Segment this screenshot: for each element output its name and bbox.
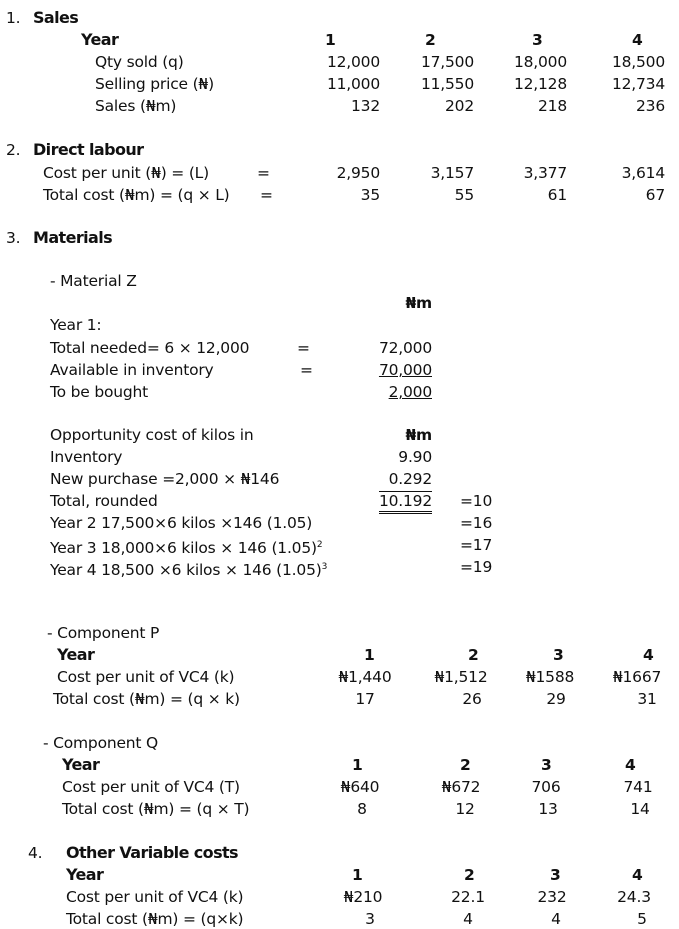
row-label: Cost per unit of VC4 (T) xyxy=(62,778,240,796)
purchase-label: New purchase =2,000 × ₦146 xyxy=(50,470,280,488)
row-label: To be bought xyxy=(50,383,149,401)
purchase-value: 0.292 xyxy=(388,470,432,488)
formula-text: Year 3 18,000×6 kilos × 146 (1.05) xyxy=(50,539,317,558)
section-number: 2. xyxy=(6,141,21,159)
section-title: Materials xyxy=(33,228,112,247)
cell: 14 xyxy=(630,800,650,818)
equals-sign: = xyxy=(300,361,313,379)
cell: 26 xyxy=(462,690,482,708)
row-label: Total cost (₦m) = (q × T) xyxy=(62,800,250,818)
cell: 18,500 xyxy=(611,53,665,71)
year-header: 3 xyxy=(532,31,543,49)
cell: 3,377 xyxy=(523,164,567,182)
cell: 22.1 xyxy=(451,888,485,906)
cell: 3,614 xyxy=(621,164,665,182)
opportunity-label: Inventory xyxy=(50,448,123,466)
equals-sign: = xyxy=(260,186,273,204)
cell: 11,000 xyxy=(326,75,380,93)
subsection-title: - Component Q xyxy=(43,734,159,752)
cell: 236 xyxy=(636,97,665,115)
cell: 202 xyxy=(445,97,474,115)
row-label: Total cost (₦m) = (q × k) xyxy=(53,690,240,708)
cell: ₦1,440 xyxy=(338,668,392,686)
cell: 17 xyxy=(355,690,375,708)
cell: 4 xyxy=(551,910,561,928)
exponent: 3 xyxy=(321,562,328,572)
cell: 61 xyxy=(547,186,567,204)
cell: 70,000 xyxy=(378,361,432,379)
year-header: 4 xyxy=(643,646,654,664)
cell: 2,950 xyxy=(336,164,380,182)
cell: 17,500 xyxy=(420,53,474,71)
row-label: Cost per unit of VC4 (k) xyxy=(57,668,235,686)
year-header: 2 xyxy=(425,31,436,49)
row-label: Available in inventory xyxy=(50,361,214,379)
year-label: Year xyxy=(81,30,119,49)
cell: 72,000 xyxy=(378,339,432,357)
year-header: 3 xyxy=(541,756,552,774)
later-year-result: =17 xyxy=(460,536,493,554)
equals-sign: = xyxy=(297,339,310,357)
later-year-label xyxy=(50,557,327,580)
opportunity-label: Opportunity cost of kilos in xyxy=(50,426,254,444)
cell: 35 xyxy=(360,186,380,204)
equals-sign: = xyxy=(257,164,270,182)
row-label: Total needed= 6 × 12,000 xyxy=(50,339,250,357)
row-label: Selling price (₦) xyxy=(95,75,214,93)
exponent: 2 xyxy=(316,540,323,550)
cell: 218 xyxy=(538,97,567,115)
year-label: Year xyxy=(62,755,100,774)
later-year-result: =19 xyxy=(460,558,493,576)
cell: 232 xyxy=(537,888,567,906)
row-label: Total cost (₦m) = (q×k) xyxy=(66,910,244,928)
cell: 4 xyxy=(463,910,473,928)
cell: 3,157 xyxy=(430,164,474,182)
section-number: 1. xyxy=(6,9,21,27)
year-label: Year 1: xyxy=(50,316,102,334)
subsection-title: - Component P xyxy=(47,624,160,642)
formula-text: Year 4 18,500 ×6 kilos × 146 (1.05) xyxy=(50,561,322,580)
cell: 31 xyxy=(637,690,657,708)
row-label: Cost per unit of VC4 (k) xyxy=(66,888,244,906)
inventory-value: 9.90 xyxy=(398,448,432,466)
later-year-label xyxy=(50,535,322,558)
cell: 8 xyxy=(357,800,367,818)
year-header: 2 xyxy=(460,756,471,774)
cell: 132 xyxy=(351,97,380,115)
cell: 5 xyxy=(637,910,647,928)
cell: 12,734 xyxy=(611,75,665,93)
total-value: 10.192 xyxy=(379,491,432,514)
cell: 67 xyxy=(645,186,665,204)
year-header: 1 xyxy=(364,646,375,664)
row-label: Cost per unit (₦) = (L) xyxy=(43,164,209,182)
section-number: 4. xyxy=(28,844,43,862)
row-label: Sales (₦m) xyxy=(95,97,177,115)
later-year-result: =16 xyxy=(460,514,493,532)
year-header: 1 xyxy=(352,756,363,774)
year-header: 4 xyxy=(632,31,643,49)
year-header: 1 xyxy=(352,866,363,884)
cell: 741 xyxy=(623,778,653,796)
subsection-title: - Material Z xyxy=(50,272,137,290)
cell: 18,000 xyxy=(513,53,567,71)
cell: 12 xyxy=(455,800,475,818)
cell: 706 xyxy=(531,778,561,796)
section-title: Other Variable costs xyxy=(66,843,238,862)
cell: ₦1588 xyxy=(525,668,575,686)
cell: 13 xyxy=(538,800,558,818)
row-label: Qty sold (q) xyxy=(95,53,184,71)
cell: ₦672 xyxy=(441,778,481,796)
cell: ₦640 xyxy=(340,778,380,796)
year-header: 3 xyxy=(553,646,564,664)
unit-header: ₦m xyxy=(405,426,432,444)
year-label: Year xyxy=(66,865,104,884)
cell: 12,000 xyxy=(326,53,380,71)
row-label: Total cost (₦m) = (q × L) xyxy=(43,186,230,204)
cell: 29 xyxy=(546,690,566,708)
year-header: 2 xyxy=(468,646,479,664)
year-header: 4 xyxy=(632,866,643,884)
year-header: 1 xyxy=(325,31,336,49)
year-label: Year xyxy=(57,645,95,664)
year-header: 3 xyxy=(550,866,561,884)
cell: 3 xyxy=(365,910,375,928)
cell: 12,128 xyxy=(513,75,567,93)
total-label: Total, rounded xyxy=(50,492,158,510)
cell: 24.3 xyxy=(617,888,651,906)
year-header: 2 xyxy=(464,866,475,884)
cell: 11,550 xyxy=(420,75,474,93)
year-header: 4 xyxy=(625,756,636,774)
section-number: 3. xyxy=(6,229,21,247)
cell: 55 xyxy=(454,186,474,204)
cell: 2,000 xyxy=(388,383,432,401)
section-title: Sales xyxy=(33,8,79,27)
cell: ₦1667 xyxy=(612,668,662,686)
section-title: Direct labour xyxy=(33,140,144,159)
unit-header: ₦m xyxy=(405,294,432,312)
cell: ₦1,512 xyxy=(434,668,488,686)
cell: ₦210 xyxy=(343,888,383,906)
total-rounded: =10 xyxy=(460,492,493,510)
later-year-label: Year 2 17,500×6 kilos ×146 (1.05) xyxy=(50,514,313,532)
